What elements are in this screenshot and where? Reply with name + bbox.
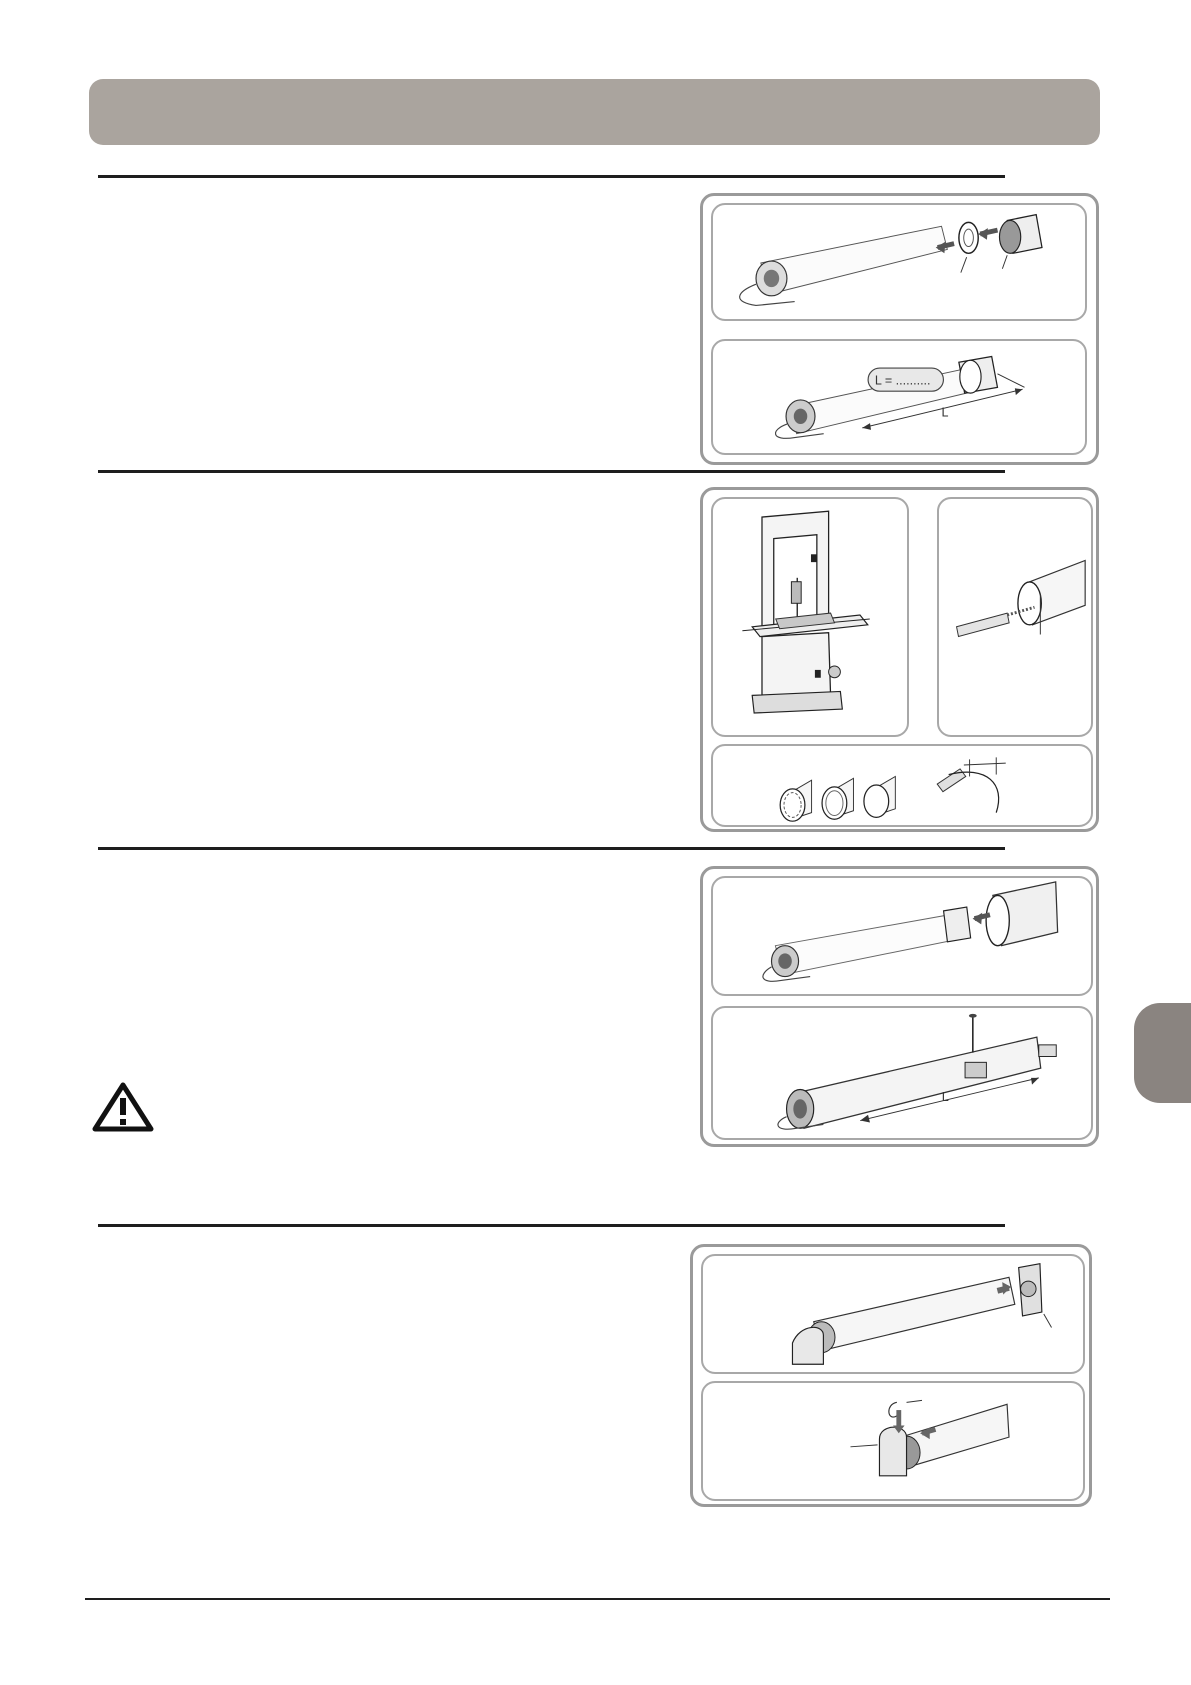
section-header-bar <box>89 79 1100 145</box>
figure-group-1 <box>700 193 1099 465</box>
figure-tube-profiles <box>711 744 1093 827</box>
chapter-side-tab <box>1134 1003 1191 1103</box>
footer-rule <box>85 1598 1110 1600</box>
figure-clip-bracket <box>701 1381 1085 1501</box>
figure-motor-insertion <box>711 876 1093 996</box>
figure-group-4 <box>690 1244 1092 1507</box>
figure-motor-accessories <box>711 203 1087 321</box>
length-callout: L = .......... <box>874 373 931 388</box>
length-label: L <box>941 405 949 420</box>
figure-tube-deburr <box>937 497 1093 737</box>
section-rule-1 <box>98 175 1005 178</box>
tube-length-label: L <box>941 1090 949 1105</box>
section-rule-2 <box>98 470 1005 473</box>
section-rule-3 <box>98 847 1005 850</box>
section-rule-4 <box>98 1224 1005 1227</box>
figure-group-3 <box>700 866 1099 1147</box>
figure-group-2 <box>700 487 1099 832</box>
warning-triangle-icon <box>92 1082 154 1132</box>
figure-tube-fixing <box>711 1006 1093 1140</box>
figure-bracket-mounting <box>701 1254 1085 1374</box>
figure-length-measurement <box>711 339 1087 455</box>
figure-band-saw <box>711 497 909 737</box>
